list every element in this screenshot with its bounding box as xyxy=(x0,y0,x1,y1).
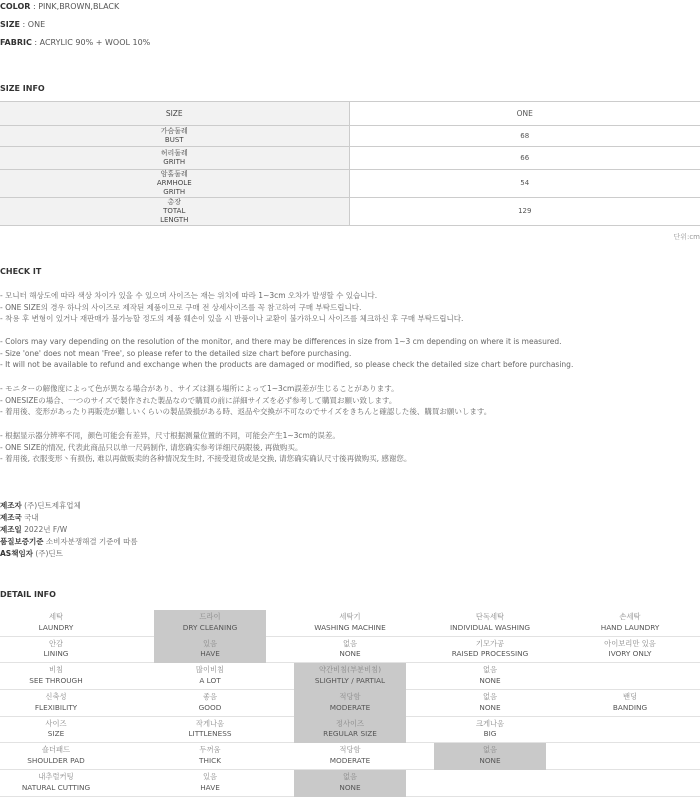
detail-cell xyxy=(0,770,112,797)
detail-cell xyxy=(294,637,406,664)
check-line: - 着用後、変形があったり再販売が難しいくらいの製品毀損がある時、返品や交換が不可なのでサイズをきちんと確認した後、購買お願いします。 xyxy=(0,407,492,417)
detail-cell-en: FLEXIBILITY xyxy=(34,702,78,712)
detail-cell-ko: 아이보리만 있음 xyxy=(604,638,656,648)
detail-cell-en: NONE xyxy=(479,755,501,765)
detail-cell xyxy=(574,637,686,664)
detail-cell-en: NATURAL CUTTING xyxy=(21,782,91,792)
detail-cell-selected xyxy=(294,663,406,690)
check-line: - モニターの解像度によって色が異なる場合があり、サイズは測る場所によって1~3cm誤差が生じることがあります。 xyxy=(0,384,399,393)
maker-value: (주)딘트제휴업체 xyxy=(21,501,81,510)
detail-cell-en: MODERATE xyxy=(329,755,371,765)
maker-value: 2022년 F/W xyxy=(21,525,68,534)
detail-cell-en: IVORY ONLY xyxy=(608,649,652,659)
detail-cell-en: HAVE xyxy=(200,649,220,659)
detail-cell xyxy=(154,690,266,717)
detail-cell-ko: 신축성 xyxy=(45,692,67,702)
check-line: - ONESIZEの場合、一つのサイズで製作された製品なので購買の前に詳細サイズを必ず参考して購買お願い致します。 xyxy=(0,395,397,405)
check-line: - 착용 후 변형이 있거나 재판매가 불가능할 정도의 제품 훼손이 있을 시 반품이나 교환이 불가하오니 사이즈를 체크하신 후 구매 부탁드립니다. xyxy=(0,314,464,324)
detail-cell xyxy=(0,717,112,744)
detail-cell xyxy=(0,663,112,690)
detail-cell xyxy=(154,743,266,770)
table-row xyxy=(0,126,700,147)
detail-cell-en: THICK xyxy=(199,755,221,765)
detail-cell-en: NONE xyxy=(339,782,361,792)
detail-cell-ko: 드라이 xyxy=(199,612,221,621)
maker-line xyxy=(0,536,138,548)
detail-cell xyxy=(574,663,686,690)
detail-cell xyxy=(154,770,266,797)
detail-cell-ko: 없음 xyxy=(342,638,358,648)
detail-cell-en: SHOULDER PAD xyxy=(27,755,85,765)
detail-cell-en: NONE xyxy=(479,675,501,685)
check-line: - 根据显示器分辨率不同，颜色可能会有差异，尺寸根据测量位置的不同，可能会产生1~3cm的误差。 xyxy=(0,431,340,440)
detail-cell xyxy=(574,743,686,770)
maker-label: 제조국 xyxy=(0,513,22,522)
detail-cell xyxy=(574,770,686,797)
detail-cell-ko: 좋음 xyxy=(202,692,218,702)
detail-cell-en: HAVE xyxy=(200,782,220,792)
detail-cell-ko: 없음 xyxy=(482,665,498,675)
detail-cell xyxy=(154,717,266,744)
detail-cell-ko: 사이즈 xyxy=(45,718,67,728)
detail-cell-ko: 없음 xyxy=(482,692,498,702)
detail-cell xyxy=(574,610,686,637)
row-label xyxy=(0,126,349,147)
size-value: : ONE xyxy=(20,20,46,29)
detail-cell-en: LINING xyxy=(43,649,69,659)
row-label-text: 가슴둘레 BUST xyxy=(160,127,188,144)
detail-cell-en: LAUNDRY xyxy=(38,622,74,632)
detail-cell-selected xyxy=(294,717,406,744)
check-line: - Size 'one' does not mean 'Free', so please refer to the detailed size chart before purchasing. xyxy=(0,348,352,358)
row-value: 68 xyxy=(349,126,700,147)
detail-cell xyxy=(294,610,406,637)
maker-value: 국내 xyxy=(21,513,39,522)
maker-label: 제조자 xyxy=(0,501,22,510)
table-row xyxy=(0,170,700,198)
detail-cell-en: BIG xyxy=(483,729,497,739)
detail-cell-ko: 크게나옴 xyxy=(475,718,505,728)
detail-cell xyxy=(434,770,546,797)
table-header-row xyxy=(0,102,700,126)
detail-cell-selected xyxy=(154,610,266,637)
detail-cell xyxy=(0,610,112,637)
detail-cell-en: LITTLENESS xyxy=(188,729,232,739)
check-line: - 모니터 해상도에 따라 색상 차이가 있을 수 있으며 사이즈는 재는 위치에 따라 1~3cm 오차가 발생할 수 있습니다. xyxy=(0,291,378,300)
detail-cell xyxy=(154,663,266,690)
maker-label: 제조일 xyxy=(0,525,22,534)
fabric-info xyxy=(0,38,150,47)
detail-grid xyxy=(0,610,700,797)
check-it-title: CHECK IT xyxy=(0,267,42,276)
maker-line xyxy=(0,512,138,524)
detail-cell-selected xyxy=(434,743,546,770)
detail-cell-selected xyxy=(154,637,266,664)
maker-value: (주)딘트 xyxy=(32,549,63,558)
detail-row xyxy=(0,610,700,637)
detail-row xyxy=(0,770,700,797)
detail-cell-en: BANDING xyxy=(612,702,648,712)
detail-info-title: DETAIL INFO xyxy=(0,590,56,599)
detail-cell-en: GOOD xyxy=(198,702,222,712)
detail-cell xyxy=(0,743,112,770)
detail-cell-ko: 작게나옴 xyxy=(195,718,225,728)
row-value: 66 xyxy=(349,147,700,170)
detail-cell-ko: 없음 xyxy=(342,772,358,782)
row-label-text: 총장 TOTAL LENGTH xyxy=(160,198,189,224)
detail-cell xyxy=(434,610,546,637)
detail-cell-ko: 적당함 xyxy=(339,745,361,755)
detail-cell-ko: 정사이즈 xyxy=(335,718,365,728)
detail-cell-en: REGULAR SIZE xyxy=(323,729,377,739)
detail-cell-ko: 적당함 xyxy=(339,692,361,702)
detail-cell-en: NONE xyxy=(479,702,501,712)
detail-cell xyxy=(294,743,406,770)
detail-cell-ko: 안감 xyxy=(48,638,64,648)
unit-label: 단위:cm xyxy=(673,233,700,241)
detail-cell xyxy=(434,717,546,744)
detail-cell-ko: 약간비침(부분비침) xyxy=(318,665,382,675)
maker-value: 소비자분쟁해결 기준에 따름 xyxy=(43,537,138,546)
detail-cell-ko: 내추럴커팅 xyxy=(38,772,74,782)
header-size: SIZE xyxy=(0,102,349,126)
detail-row xyxy=(0,663,700,690)
detail-cell-selected xyxy=(294,770,406,797)
detail-cell-en: RAISED PROCESSING xyxy=(451,649,529,659)
check-paragraph-zh xyxy=(0,430,411,465)
detail-cell-ko: 밴딩 xyxy=(622,692,638,702)
detail-cell xyxy=(574,717,686,744)
row-label-text: 허리둘레 GRITH xyxy=(160,149,188,166)
size-info-line xyxy=(0,20,45,29)
detail-row xyxy=(0,690,700,717)
detail-cell-ko: 단독세탁 xyxy=(475,612,505,621)
detail-cell-en: SIZE xyxy=(47,729,65,739)
row-value: 129 xyxy=(349,198,700,226)
fabric-value: : ACRYLIC 90% + WOOL 10% xyxy=(31,38,151,47)
detail-cell xyxy=(434,690,546,717)
detail-cell-ko: 기모가공 xyxy=(475,638,505,648)
size-table xyxy=(0,101,700,226)
check-line: - 着用後, 衣服变形丶有损伤, 难以再做贩卖的各种情况发生时, 不接受退货或是交换, 请您确实确认尺寸後再做购买, 感谢您。 xyxy=(0,454,412,464)
detail-cell-en: MODERATE xyxy=(329,702,371,712)
color-value: : PINK,BROWN,BLACK xyxy=(30,2,120,11)
check-paragraph-ja xyxy=(0,383,491,418)
size-label: SIZE xyxy=(0,20,21,29)
detail-cell-en: HAND LAUNDRY xyxy=(600,622,660,632)
detail-cell-ko: 있음 xyxy=(202,772,218,782)
check-paragraph-ko xyxy=(0,290,463,325)
detail-cell-en: DRY CLEANING xyxy=(182,622,238,632)
detail-cell-ko: 있음 xyxy=(202,638,218,648)
detail-cell-en: A LOT xyxy=(199,675,221,685)
row-value: 54 xyxy=(349,170,700,198)
check-line: - Colors may vary depending on the resolution of the monitor, and there may be differences in size from 1~3 cm depending on where it is measured. xyxy=(0,337,562,346)
detail-cell-ko: 없음 xyxy=(482,745,498,755)
detail-cell-ko: 세탁 xyxy=(48,612,64,621)
fabric-label: FABRIC xyxy=(0,38,32,47)
detail-cell-en: SEE THROUGH xyxy=(29,675,83,685)
detail-cell xyxy=(434,663,546,690)
maker-line xyxy=(0,524,138,536)
table-row xyxy=(0,147,700,170)
detail-row xyxy=(0,743,700,770)
table-row xyxy=(0,198,700,226)
detail-cell xyxy=(0,690,112,717)
detail-cell-ko: 비침 xyxy=(48,665,64,675)
maker-label: AS책임자 xyxy=(0,549,33,558)
detail-cell-en: INDIVIDUAL WASHING xyxy=(449,622,531,632)
detail-cell-ko: 숄더패드 xyxy=(41,745,71,755)
row-label xyxy=(0,147,349,170)
detail-row xyxy=(0,717,700,744)
detail-cell-ko: 손세탁 xyxy=(619,612,641,621)
check-line: - ONE SIZE的情况, 代表此商品只以单一尺码制作, 请您确实参考详细尺码限後, 再做购买。 xyxy=(0,442,303,452)
detail-cell-ko: 많이비침 xyxy=(195,665,225,675)
header-one: ONE xyxy=(349,102,700,126)
row-label-text: 암홀둘레 ARMHOLE GRITH xyxy=(156,170,192,196)
detail-cell-ko: 세탁기 xyxy=(339,612,361,621)
detail-cell-selected xyxy=(294,690,406,717)
check-line: - ONE SIZE의 경우 하나의 사이즈로 제작된 제품이므로 구매 전 상세사이즈를 꼭 참고하여 구매 부탁드립니다. xyxy=(0,302,362,312)
detail-cell xyxy=(0,637,112,664)
check-line: - It will not be available to refund and exchange when the products are damaged or modified, so please check the detailed size chart before purchasing. xyxy=(0,360,574,370)
detail-cell xyxy=(434,637,546,664)
maker-info xyxy=(0,500,138,560)
check-paragraph-en xyxy=(0,336,573,371)
detail-cell xyxy=(574,690,686,717)
row-label xyxy=(0,170,349,198)
color-info xyxy=(0,2,119,11)
detail-cell-en: SLIGHTLY / PARTIAL xyxy=(314,675,386,685)
detail-cell-en: NONE xyxy=(339,649,361,659)
detail-cell-ko: 두꺼움 xyxy=(199,745,221,755)
row-label xyxy=(0,198,349,226)
size-info-title: SIZE INFO xyxy=(0,84,45,93)
color-label: COLOR xyxy=(0,2,31,11)
detail-row xyxy=(0,637,700,664)
detail-cell-en: WASHING MACHINE xyxy=(314,622,386,632)
maker-line xyxy=(0,548,138,560)
maker-line xyxy=(0,500,138,512)
maker-label: 품질보증기준 xyxy=(0,537,44,546)
